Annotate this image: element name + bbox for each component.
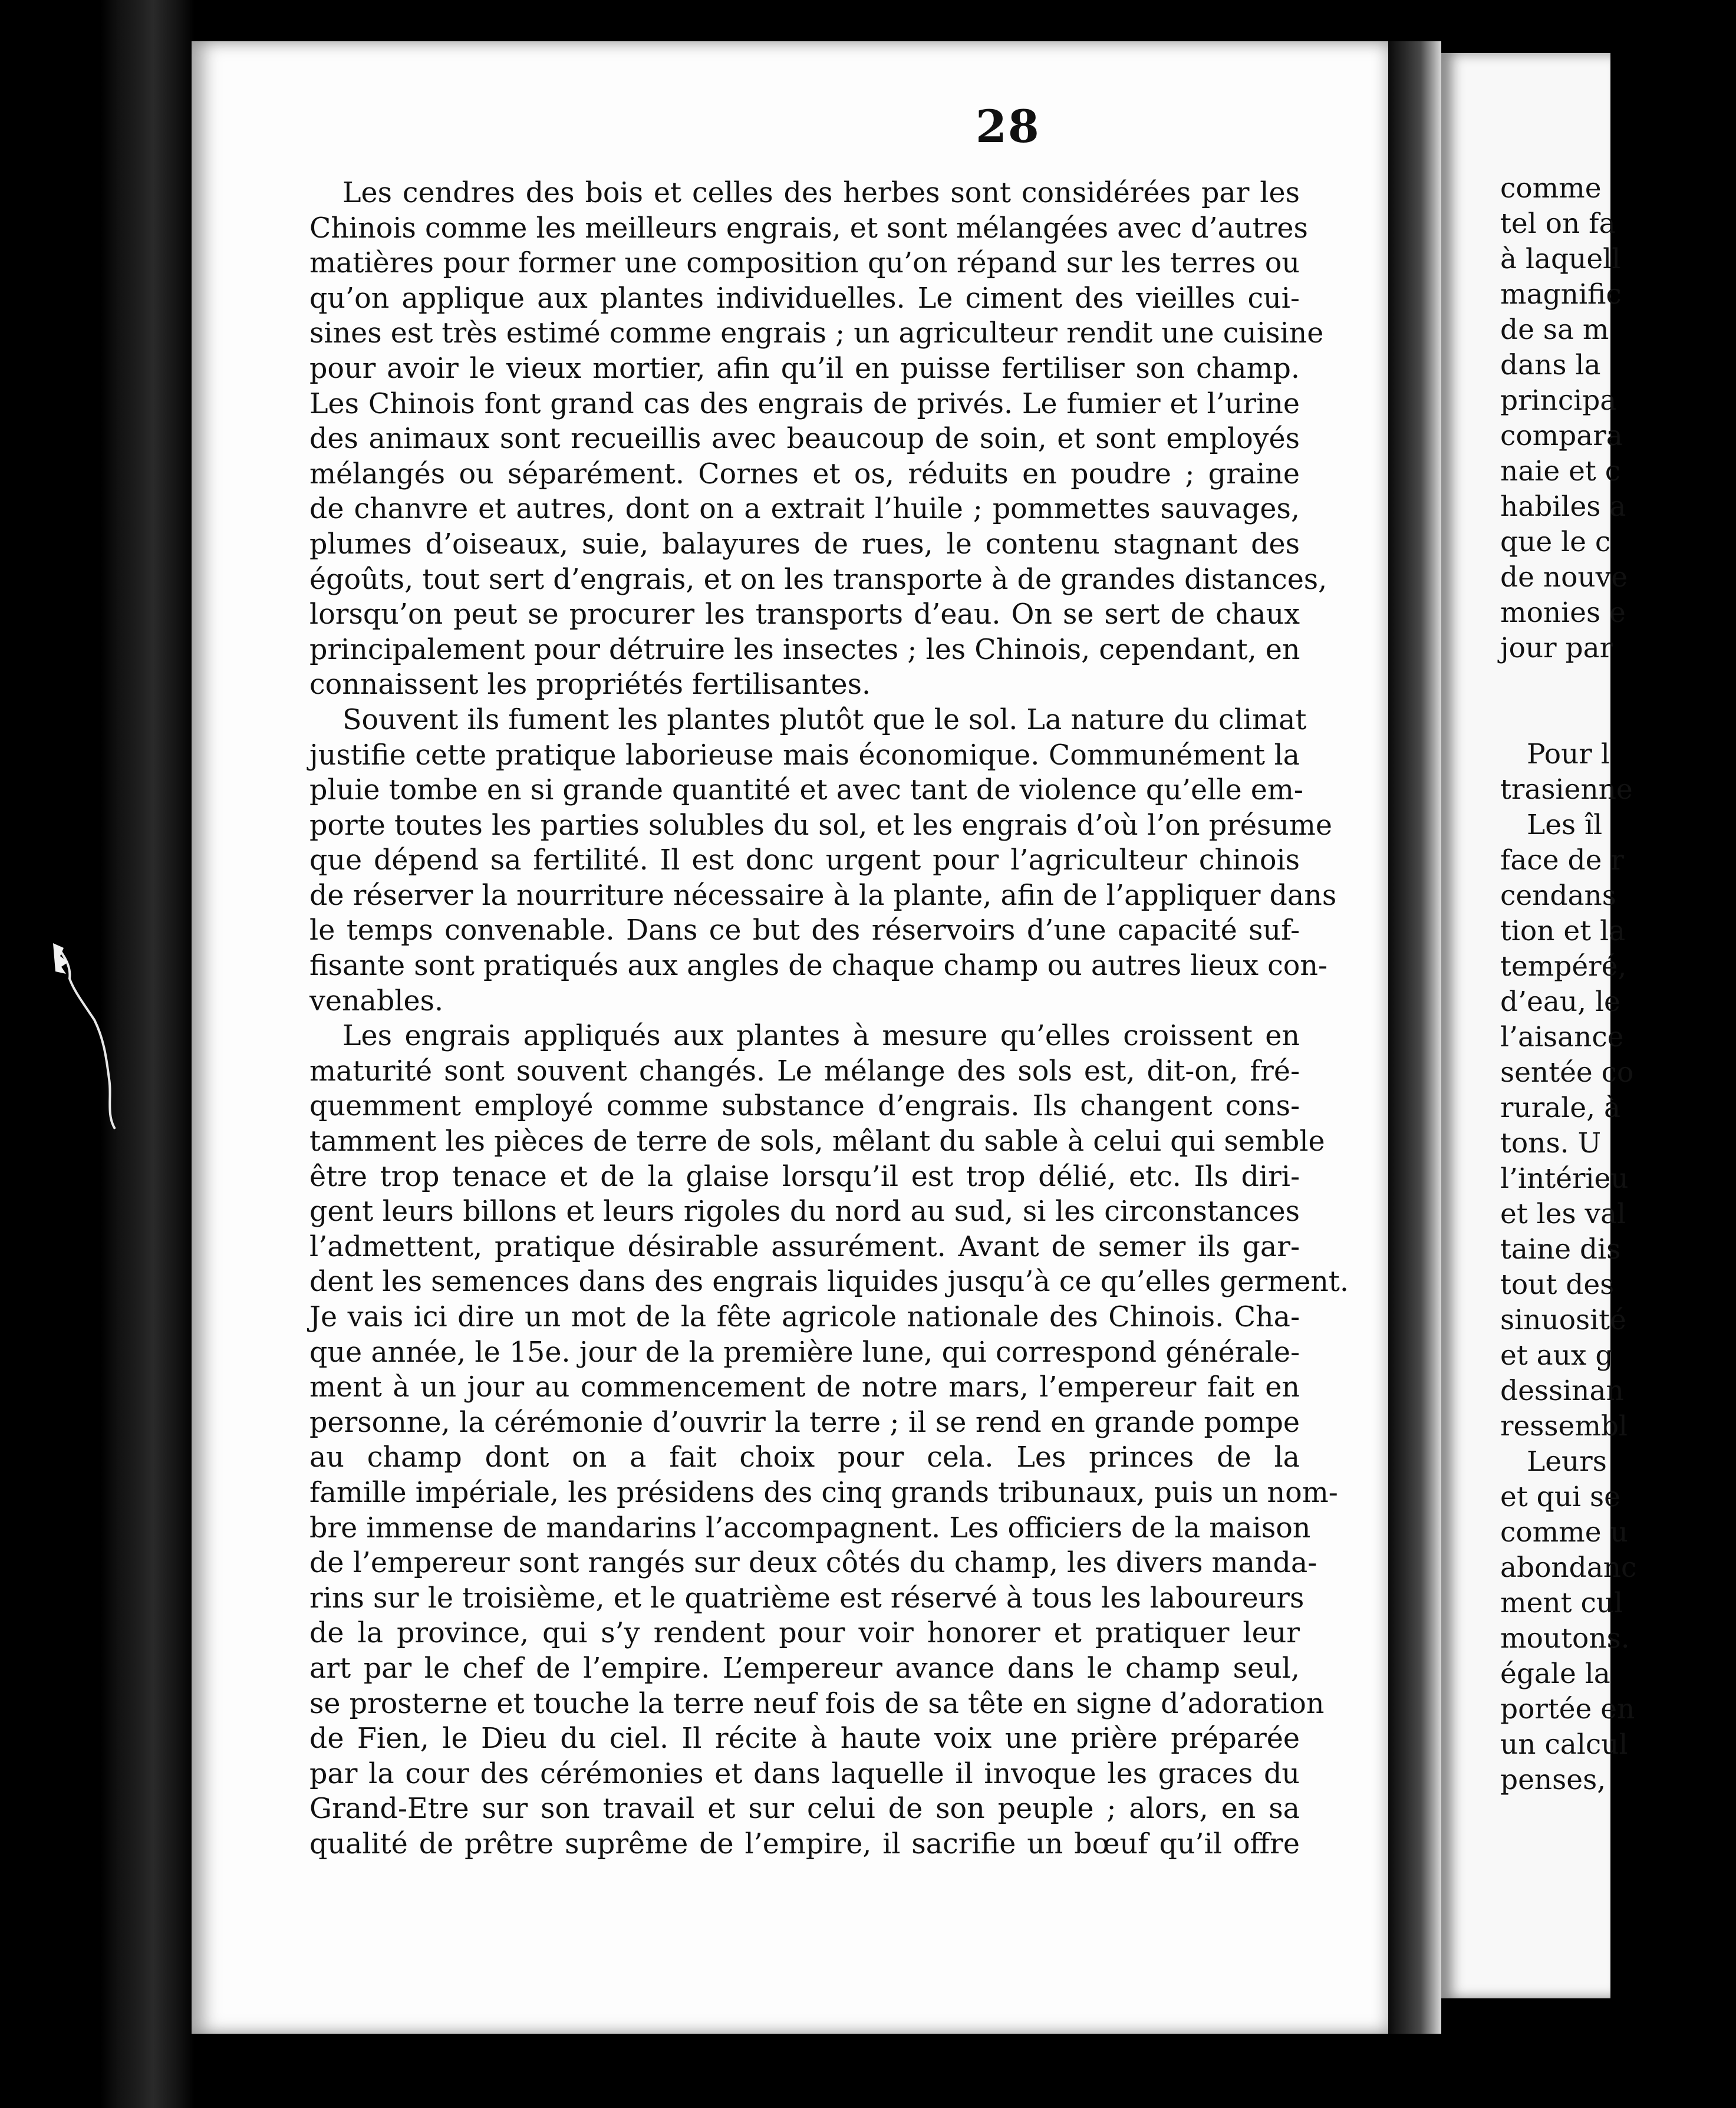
facing-text-line: principa: [1500, 384, 1617, 417]
facing-page: [1441, 53, 1637, 1998]
text-line: de l’empereur sont rangés sur deux côtés du champ, les divers manda-: [309, 1547, 1317, 1580]
facing-text-line: un calcul: [1500, 1728, 1628, 1761]
text-line: de réserver la nourriture nécessaire à la plante, afin de l’appliquer dans: [309, 879, 1337, 912]
text-line: par la cour des cérémonies et dans laquelle il invoque les graces du: [309, 1757, 1300, 1790]
text-line: maturité sont souvent changés. Le mélange des sols est, dit-on, fré-: [309, 1055, 1300, 1088]
facing-text-line: tempéré,: [1500, 950, 1627, 983]
text-line: gent leurs billons et leurs rigoles du nord au sud, si les circonstances: [309, 1195, 1300, 1228]
text-line: Chinois comme les meilleurs engrais, et sont mélangées avec d’autres: [309, 212, 1308, 245]
facing-text-line: abondanc: [1500, 1552, 1637, 1584]
facing-text-line: jour par: [1500, 632, 1613, 664]
text-line: sines est très estimé comme engrais ; un agriculteur rendit une cuisine: [309, 317, 1324, 350]
page-number: 28: [976, 100, 1040, 153]
text-line: Je vais ici dire un mot de la fête agricole nationale des Chinois. Cha-: [309, 1301, 1300, 1333]
text-line: justifie cette pratique laborieuse mais économique. Communément la: [309, 739, 1300, 772]
facing-text-line: dessinan: [1500, 1375, 1624, 1407]
facing-text-line: à laquell: [1500, 243, 1621, 275]
body-text: [309, 176, 1349, 1862]
book-page: [192, 41, 1388, 2034]
text-line: art par le chef de l’empire. L’empereur avance dans le champ seul,: [309, 1652, 1300, 1685]
facing-text-line: tons. U: [1500, 1127, 1602, 1160]
facing-text-line: ment cul: [1500, 1587, 1623, 1619]
facing-text-line: magnific: [1500, 278, 1622, 311]
text-line: quemment employé comme substance d’engrais. Ils changent cons-: [309, 1090, 1300, 1123]
text-line: principalement pour détruire les insectes ; les Chinois, cependant, en: [309, 633, 1300, 666]
facing-text-line: taine dis: [1500, 1233, 1621, 1266]
text-line: égoûts, tout sert d’engrais, et on les transporte à de grandes distances,: [309, 563, 1327, 596]
facing-text-line: comme: [1500, 172, 1602, 205]
text-line: famille impériale, les présidens des cinq grands tribunaux, puis un nom-: [309, 1476, 1338, 1509]
text-line: plumes d’oiseaux, suie, balayures de rues, le contenu stagnant des: [309, 528, 1300, 561]
facing-text-line: compara: [1500, 420, 1623, 452]
facing-text-line: sentée co: [1500, 1056, 1634, 1089]
facing-page-text: [1500, 171, 1736, 1798]
text-line: bre immense de mandarins l’accompagnent. Les officiers de la maison: [309, 1511, 1311, 1544]
facing-text-line: et les val: [1500, 1198, 1626, 1230]
facing-text-line: ressembl: [1500, 1410, 1628, 1442]
paragraph-gap: [1500, 666, 1736, 737]
facing-text-line: rurale, à: [1500, 1092, 1620, 1124]
facing-text-line: comme u: [1500, 1516, 1628, 1549]
text-line: personne, la cérémonie d’ouvrir la terre ; il se rend en grande pompe: [309, 1406, 1300, 1439]
text-line: être trop tenace et de la glaise lorsqu’il est trop délié, etc. Ils diri-: [309, 1160, 1300, 1193]
text-line: l’admettent, pratique désirable assurément. Avant de semer ils gar-: [309, 1230, 1300, 1263]
facing-text-line: égale la: [1500, 1658, 1610, 1690]
text-line: de Fien, le Dieu du ciel. Il récite à haute voix une prière préparée: [309, 1722, 1300, 1755]
facing-text-line: Leurs: [1527, 1445, 1607, 1478]
facing-text-line: tion et la: [1500, 915, 1626, 947]
facing-text-line: cendans: [1500, 880, 1616, 912]
text-line: connaissent les propriétés fertilisantes.: [309, 668, 871, 701]
text-line: dent les semences dans des engrais liquides jusqu’à ce qu’elles germent.: [309, 1266, 1349, 1299]
text-line: de la province, qui s’y rendent pour voir honorer et pratiquer leur: [309, 1617, 1300, 1650]
text-line: que année, le 15e. jour de la première lune, qui correspond générale-: [309, 1336, 1300, 1369]
facing-text-line: naie et c: [1500, 455, 1621, 488]
text-line: des animaux sont recueillis avec beaucoup de soin, et sont employés: [309, 423, 1300, 456]
text-line: Grand-Etre sur son travail et sur celui de son peuple ; alors, en sa: [309, 1793, 1300, 1826]
text-line: matières pour former une composition qu’on répand sur les terres ou: [309, 247, 1300, 280]
facing-text-line: Pour l: [1527, 738, 1610, 770]
facing-text-line: trasienne: [1500, 773, 1633, 806]
facing-text-line: habiles a: [1500, 490, 1626, 523]
facing-text-line: Les îl: [1527, 809, 1603, 841]
text-line: le temps convenable. Dans ce but des réservoirs d’une capacité suf-: [309, 914, 1300, 947]
text-line: venables.: [309, 984, 444, 1017]
facing-text-line: l’aisance: [1500, 1021, 1624, 1053]
facing-text-line: face de r: [1500, 844, 1624, 877]
facing-text-line: tout des: [1500, 1269, 1615, 1301]
facing-text-line: d’eau, le: [1500, 986, 1620, 1018]
text-line: que dépend sa fertilité. Il est donc urgent pour l’agriculteur chinois: [309, 844, 1300, 877]
page-gutter: [1388, 41, 1441, 2034]
text-line: au champ dont on a fait choix pour cela. Les princes de la: [309, 1441, 1300, 1474]
text-line: rins sur le troisième, et le quatrième est réservé à tous les laboureurs: [309, 1582, 1305, 1615]
text-line: Les engrais appliqués aux plantes à mesure qu’elles croissent en: [342, 1020, 1300, 1053]
facing-text-line: sinuosité: [1500, 1304, 1626, 1336]
text-line: Les Chinois font grand cas des engrais de privés. Le fumier et l’urine: [309, 387, 1300, 420]
facing-text-line: de sa m: [1500, 314, 1609, 346]
text-line: pour avoir le vieux mortier, afin qu’il en puisse fertiliser son champ.: [309, 352, 1300, 385]
facing-text-line: et aux g: [1500, 1339, 1613, 1372]
facing-text-line: que le c: [1500, 526, 1611, 558]
text-line: de chanvre et autres, dont on a extrait l’huile ; pommettes sauvages,: [309, 493, 1300, 526]
facing-text-line: et qui se: [1500, 1481, 1620, 1513]
facing-text-line: de nouve: [1500, 561, 1628, 594]
facing-text-line: l’intérieu: [1500, 1162, 1629, 1195]
text-line: ment à un jour au commencement de notre mars, l’empereur fait en: [309, 1371, 1300, 1404]
facing-text-line: moutons.: [1500, 1622, 1630, 1655]
text-line: qualité de prêtre suprême de l’empire, il sacrifie un bœuf qu’il offre: [309, 1827, 1300, 1860]
facing-text-line: portée en: [1500, 1693, 1635, 1725]
text-line: porte toutes les parties solubles du sol, et les engrais d’où l’on présume: [309, 809, 1333, 842]
text-line: lorsqu’on peut se procurer les transports d’eau. On se sert de chaux: [309, 598, 1300, 631]
text-line: Les cendres des bois et celles des herbes sont considérées par les: [342, 177, 1300, 209]
text-line: mélangés ou séparément. Cornes et os, réduits en poudre ; graine: [309, 457, 1300, 490]
text-line: fisante sont pratiqués aux angles de chaque champ ou autres lieux con-: [309, 950, 1328, 983]
text-line: tamment les pièces de terre de sols, mêlant du sable à celui qui semble: [309, 1125, 1325, 1158]
text-line: qu’on applique aux plantes individuelles. Le ciment des vieilles cui-: [309, 282, 1300, 315]
binding-thread: [47, 937, 124, 1132]
facing-text-line: penses,: [1500, 1764, 1606, 1796]
text-line: se prosterne et touche la terre neuf fois de sa tête en signe d’adoration: [309, 1687, 1325, 1720]
text-line: Souvent ils fument les plantes plutôt que le sol. La nature du climat: [342, 703, 1307, 736]
facing-text-line: tel on fa: [1500, 207, 1616, 240]
facing-text-line: dans la: [1500, 349, 1601, 381]
text-line: pluie tombe en si grande quantité et avec tant de violence qu’elle em-: [309, 774, 1303, 807]
facing-text-line: monies e: [1500, 597, 1626, 629]
